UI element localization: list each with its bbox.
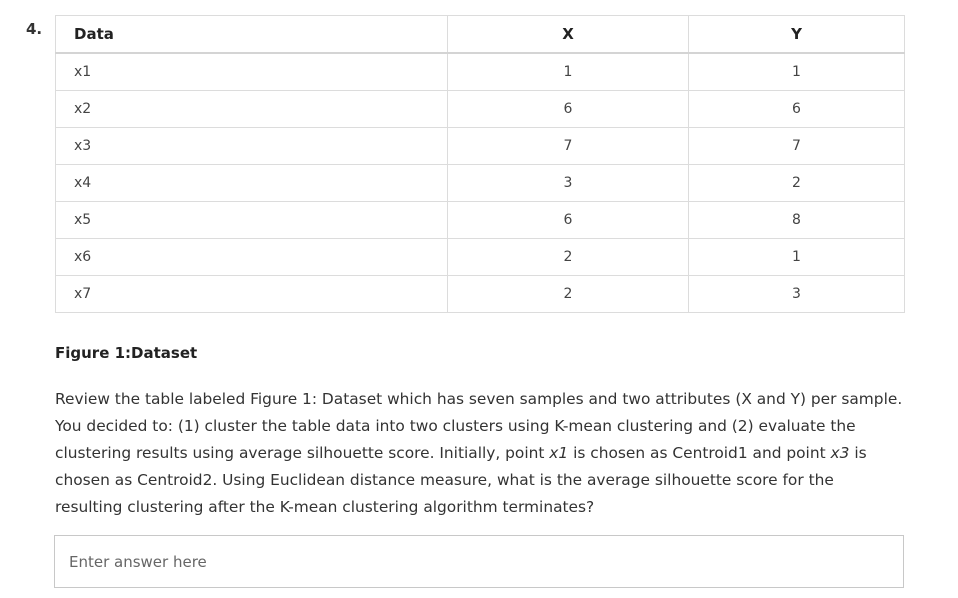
table-row — [56, 202, 905, 239]
table-row — [56, 53, 905, 91]
column-header-data: Data — [56, 16, 448, 54]
table-cell-x: 6 — [448, 202, 689, 239]
table-cell-y: 8 — [689, 202, 905, 239]
table-cell-label: x3 — [56, 128, 448, 165]
table-cell-y: 7 — [689, 128, 905, 165]
table-row — [56, 276, 905, 313]
table-cell-y: 1 — [689, 53, 905, 91]
table-cell-x: 6 — [448, 91, 689, 128]
figure-caption: Figure 1:Dataset — [55, 344, 198, 362]
table-row — [56, 239, 905, 276]
question-text-part: is chosen as Centroid2. Using Euclidean distance measure, what is the average silhouette score for the resulting clustering after the K-mean clustering algorithm terminates? — [55, 444, 867, 516]
table-cell-y: 2 — [689, 165, 905, 202]
question-text-part: Review the table labeled Figure 1: Dataset which has seven samples and two attributes (X and Y) per sample. You decided to: (1) cluster the table data into two clusters using K-mean clustering and (2) evaluate the clustering results using average silhouette score. Initially, point — [55, 390, 903, 462]
table-cell-y: 3 — [689, 276, 905, 313]
table-header-row — [56, 16, 905, 54]
question-text — [55, 386, 905, 521]
table-cell-label: x2 — [56, 91, 448, 128]
table-cell-y: 1 — [689, 239, 905, 276]
table-row — [56, 91, 905, 128]
table-cell-x: 3 — [448, 165, 689, 202]
table-cell-label: x7 — [56, 276, 448, 313]
table-cell-label: x5 — [56, 202, 448, 239]
table-row — [56, 128, 905, 165]
dataset-table — [55, 15, 905, 313]
table-cell-label: x6 — [56, 239, 448, 276]
table-row — [56, 165, 905, 202]
table-cell-y: 6 — [689, 91, 905, 128]
column-header-x: X — [448, 16, 689, 54]
point-x1-label: x1 — [549, 444, 569, 462]
table-cell-x: 2 — [448, 239, 689, 276]
question-text-part: is chosen as Centroid1 and point — [568, 444, 831, 462]
table-cell-x: 2 — [448, 276, 689, 313]
point-x3-label: x3 — [830, 444, 850, 462]
question-number: 4. — [26, 20, 43, 38]
table-cell-label: x1 — [56, 53, 448, 91]
column-header-y: Y — [689, 16, 905, 54]
table-cell-x: 7 — [448, 128, 689, 165]
table-cell-x: 1 — [448, 53, 689, 91]
answer-input[interactable] — [54, 535, 904, 588]
table-cell-label: x4 — [56, 165, 448, 202]
